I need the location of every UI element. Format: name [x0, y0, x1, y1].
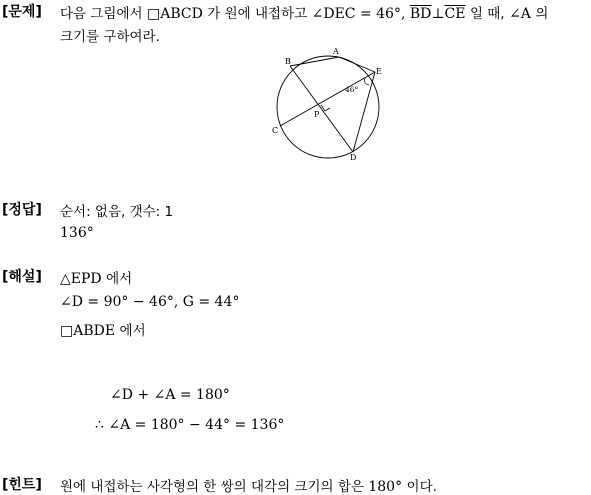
answer-line-1: 순서: 없음, 갯수: 1: [60, 204, 174, 220]
solution-line-3: [60, 319, 146, 339]
quad-abde: □ABDE: [60, 323, 116, 339]
segment-bd: $\overline{BD}$: [409, 6, 432, 22]
problem-line-2: 크기를 구하여라.: [60, 29, 160, 45]
angle-arc-e: [365, 78, 370, 85]
point-e-label: E: [376, 67, 382, 76]
perp-symbol: ⊥: [431, 6, 445, 22]
hint-value: 180°: [368, 479, 403, 495]
hint-end: 이다.: [406, 479, 437, 495]
problem-angle: ∠DEC = 46°,: [311, 6, 406, 22]
solution-line-1: [60, 267, 132, 287]
hint-line: [60, 475, 437, 495]
problem-prefix: 다음 그림에서: [60, 6, 143, 22]
solution-line-2: ∠D = 90° − 46°, G = 44°: [60, 294, 240, 310]
triangle-epd: △EPD: [60, 271, 102, 287]
problem-label: [문제]: [2, 4, 42, 20]
answer-value: 136°: [60, 225, 94, 241]
hint-text: 원에 내접하는 사각형의 한 쌍의 대각의 크기의 합은: [60, 479, 364, 495]
point-d-label: D: [350, 153, 357, 162]
chord-bd: [290, 66, 353, 152]
point-b-label: B: [285, 57, 291, 66]
problem-quad: □ABCD: [147, 6, 203, 22]
chord-ae: [339, 57, 375, 72]
solution-label: [해설]: [2, 269, 42, 285]
problem-line-1: [60, 2, 548, 22]
point-a-label: A: [333, 47, 339, 56]
solution-eq-1: ∠D + ∠A = 180°: [110, 387, 230, 403]
point-p-label: P: [314, 110, 320, 119]
segment-ce: $\overline{CE}$: [444, 6, 466, 22]
point-c-label: C: [272, 126, 279, 135]
solution-line-3-kr: 에서: [119, 323, 146, 339]
problem-tail: 일 때,: [469, 6, 505, 22]
solution-line-1-kr: 에서: [106, 271, 133, 287]
problem-target: ∠A: [509, 6, 531, 22]
problem-mid: 가 원에 내접하고: [207, 6, 308, 22]
circumcircle: [277, 56, 379, 158]
angle-46-label: 46°: [345, 85, 359, 94]
answer-label: [정답]: [2, 202, 42, 218]
solution-eq-2: ∴ ∠A = 180° − 44° = 136°: [95, 417, 285, 433]
chord-ab: [290, 57, 339, 66]
circle-figure: [265, 44, 390, 164]
problem-end: 의: [535, 6, 549, 22]
chord-de: [353, 72, 375, 152]
hint-label: [힌트]: [2, 477, 42, 493]
